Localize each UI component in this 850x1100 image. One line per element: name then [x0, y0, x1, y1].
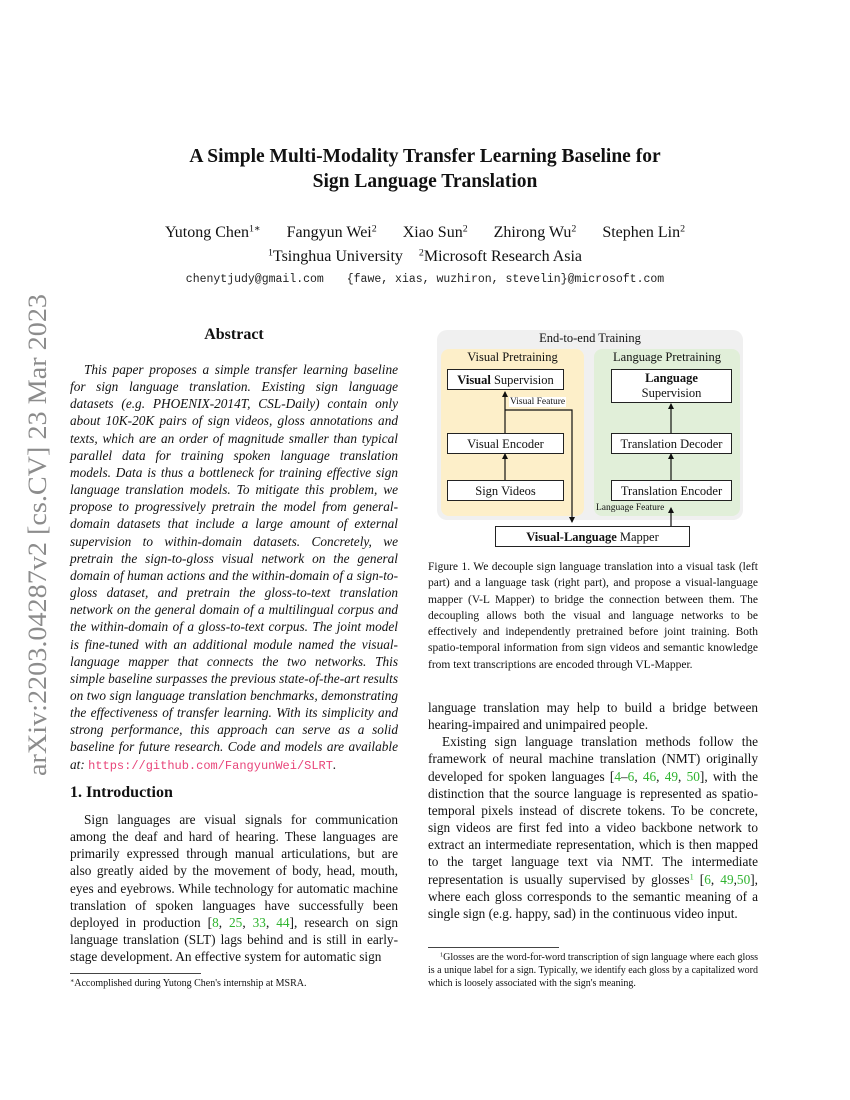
arxiv-stamp — [8, 290, 54, 776]
paragraph: language translation may help to build a bridge between hearing-impaired and unimpaired people. — [428, 700, 758, 733]
figure-1-diagram — [437, 330, 743, 548]
citation[interactable]: 6 — [704, 871, 711, 887]
abstract-body: This paper proposes a simple transfer learning baseline for sign language translation. Existing sign language datasets (e.g. PHOENIX-2014T, CSL-Daily) contain only about 10K-20K pairs of sign videos, gloss annotations and texts, which are an order of magnitude smaller than typical parallel data for training spoken language translation models. Data is thus a bottleneck for training effective sign language translation models. To mitigate this problem, we propose to progressively pretrain the model from general-domain datasets that include a large amount of external supervision to within-domain datasets. Concretely, we pretrain the sign-to-gloss visual network on the general domain of human actions and the within-domain of a sign-to-gloss dataset, and pretrain the gloss-to-text translation network on the general domain of a multilingual corpus and the within-domain of a gloss-to-text corpus. The joint model is fine-tuned with an additional module named the visual-language mapper that connects the two networks. This simple baseline surpasses the previous state-of-the-art results on two sign language translation benchmarks, demonstrating the effectiveness of transfer learning. With its simplicity and strong performance, this approach can serve as a solid baseline for future research. Code and models are available at: https://github.com/FangyunWei/SLRT. — [70, 362, 398, 773]
section-heading-introduction: 1. Introduction — [70, 784, 173, 801]
language-feature-label: Language Feature — [596, 503, 665, 513]
emails — [0, 273, 850, 286]
affiliations — [0, 246, 850, 268]
vl-mapper-box: Visual-Language Mapper — [495, 526, 690, 547]
language-supervision-box: Language Supervision — [611, 369, 732, 403]
citation[interactable]: 25 — [229, 914, 243, 930]
citation[interactable]: 49 — [664, 768, 679, 784]
citation[interactable]: 50 — [686, 768, 700, 784]
arrow-visual-feature — [505, 410, 572, 522]
citation[interactable]: 50 — [736, 871, 751, 887]
author: Fangyun Wei$^2$ — [286, 223, 377, 241]
citation[interactable]: 49 — [720, 871, 734, 887]
visual-supervision-box: Visual Supervision — [447, 369, 564, 390]
right-column-body — [428, 699, 758, 922]
citation[interactable]: 6 — [627, 768, 635, 784]
email[interactable]: chenytjudy@gmail.com — [185, 273, 324, 286]
author: Xiao Sun$^2$ — [402, 223, 468, 241]
figure-1-caption: Figure 1. We decouple sign language translation into a visual task (left part) and a language task (right part), and propose a visual-language mapper (V-L Mapper) to bridge the connection between them. The decoupling allows both the visual and language networks to be effectively and independently pretrained before joint training. Both spatio-temporal information from sign videos and semantic knowledge from text transcriptions are encoded through VL-Mapper. — [428, 561, 758, 671]
footnote-right: $^1$Glosses are the word-for-word transcription of sign language where each gloss is a unique label for a sign. Typically, we identify each gloss by a capitalized word which is loosely associated with the sign's meaning. — [428, 951, 758, 989]
translation-decoder-box: Translation Decoder — [611, 433, 732, 454]
footnote-left: ∗Accomplished during Yutong Chen's internship at MSRA. — [70, 977, 307, 989]
author: Yutong Chen$^{1∗}$ — [164, 223, 261, 241]
author: Stephen Lin$^2$ — [602, 223, 686, 241]
footnote-mark[interactable]: 1 — [689, 872, 694, 882]
author-list — [0, 222, 850, 244]
code-link[interactable]: https://github.com/FangyunWei/SLRT — [88, 758, 333, 773]
citation[interactable]: 46 — [642, 768, 657, 784]
citation[interactable]: 44 — [276, 914, 290, 930]
paper-title — [0, 144, 850, 194]
author: Zhirong Wu$^2$ — [493, 223, 577, 241]
title-line-2: Sign Language Translation — [312, 171, 538, 192]
title-line-1: A Simple Multi-Modality Transfer Learning Baseline for — [189, 146, 661, 167]
paragraph: Existing sign language translation methods follow the framework of neural machine translation (NMT) originally developed for spoken languages [4–6, 46, 49, 50], with the distinction that the source language is represented as spatio-temporal pixels instead of discrete tokens. To be concrete, sign videos are first fed into a video backbone network to extract an intermediate representation, which is then mapped to the target language text via NMT. The intermediate representation is usually supervised by glosses$^1$ [6, 49,50], where each gloss corresponds to the semantic meaning of a single sign (e.g. happy, sad) in the continuous video input. — [428, 734, 758, 921]
affiliation: $^1$Tsinghua University — [267, 247, 403, 265]
footnote-rule — [428, 947, 559, 948]
visual-pretraining-title: Visual Pretraining — [467, 350, 558, 364]
translation-encoder-box: Translation Encoder — [611, 480, 732, 501]
citation[interactable]: 8 — [212, 914, 219, 930]
email[interactable]: {fawe, xias, wuzhiron, stevelin}@microsoft.com — [346, 273, 665, 286]
footnote-rule — [70, 973, 201, 974]
arxiv-id: arXiv:2203.04287v2 [cs.CV] 23 Mar 2023 — [23, 331, 52, 776]
affiliation: $^2$Microsoft Research Asia — [418, 247, 583, 265]
abstract-heading: Abstract — [204, 326, 264, 343]
citation[interactable]: 4 — [614, 768, 621, 784]
sign-videos-box: Sign Videos — [447, 480, 564, 501]
language-pretraining-title: Language Pretraining — [613, 350, 721, 364]
visual-encoder-box: Visual Encoder — [447, 433, 564, 454]
citation[interactable]: 33 — [252, 914, 266, 930]
intro-paragraph: Sign languages are visual signals for communication among the deaf and hard of hearing. These languages are primarily expressed through manual articulations, but are also greatly aided by the movement of body, head, mouth, eyes and eyebrows. While technology for automatic machine translation of spoken languages have successfully been deployed in production [8, 25, 33, 44], research on sign language translation (SLT) lags behind and is still in early-stage development. An effective system for automatic sign — [70, 812, 398, 965]
visual-feature-label: Visual Feature — [510, 397, 566, 407]
end-to-end-title: End-to-end Training — [539, 331, 641, 345]
